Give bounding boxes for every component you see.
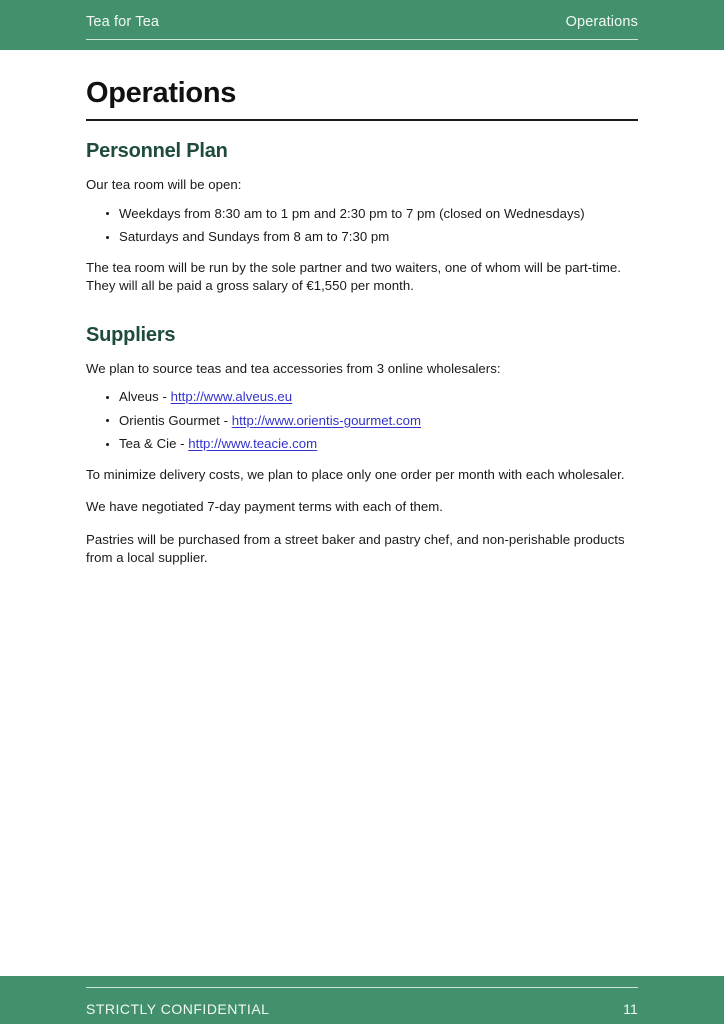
suppliers-paragraph-payment-terms: We have negotiated 7-day payment terms with each of them. — [86, 499, 443, 514]
personnel-plan-paragraph: The tea room will be run by the sole partner and two waiters, one of whom will be part-time. They will all be paid a gross salary of €1,550 per month. — [86, 259, 621, 293]
header-document-title: Tea for Tea — [86, 14, 160, 30]
running-header — [0, 0, 724, 50]
supplier-separator: - — [158, 389, 171, 404]
supplier-name: Tea & Cie — [119, 436, 177, 451]
list-item — [86, 205, 638, 224]
supplier-link-orientis-gourmet[interactable]: http://www.orientis-gourmet.com — [231, 412, 421, 428]
suppliers-list — [86, 388, 638, 454]
running-footer — [0, 976, 724, 1024]
list-item-label: Weekdays from 8:30 am to 1 pm and 2:30 pm to 7 pm (closed on Wednesdays) — [119, 205, 585, 221]
page-content — [86, 50, 638, 568]
supplier-separator: - — [176, 436, 189, 451]
section-heading-suppliers: Suppliers — [86, 323, 176, 346]
supplier-name: Orientis Gourmet — [119, 412, 220, 428]
supplier-name: Alveus — [119, 389, 159, 404]
personnel-plan-intro: Our tea room will be open: — [86, 177, 242, 192]
footer-confidentiality-notice: STRICTLY CONFIDENTIAL — [86, 1001, 270, 1017]
list-item — [86, 228, 638, 247]
list-item — [86, 435, 638, 454]
page-title: Operations — [86, 76, 638, 121]
bullet-icon — [106, 419, 109, 422]
supplier-link-tea-and-cie[interactable]: http://www.teacie.com — [188, 436, 318, 451]
opening-hours-list — [86, 205, 638, 247]
footer-page-number: 11 — [623, 1001, 638, 1017]
bullet-icon — [106, 443, 109, 446]
suppliers-paragraph-delivery-costs: To minimize delivery costs, we plan to place only one order per month with each wholesaler. — [86, 466, 625, 482]
suppliers-paragraph-pastries: Pastries will be purchased from a street baker and pastry chef, and non-perishable products from a local supplier. — [86, 531, 625, 565]
section-heading-personnel-plan: Personnel Plan — [86, 140, 228, 162]
supplier-link-alveus[interactable]: http://www.alveus.eu — [170, 389, 293, 404]
running-header-rule — [86, 13, 638, 40]
bullet-icon — [106, 236, 109, 239]
running-footer-rule — [86, 987, 638, 1018]
bullet-icon — [106, 396, 109, 399]
list-item-label: Saturdays and Sundays from 8 am to 7:30 pm — [119, 229, 390, 244]
list-item — [86, 412, 638, 431]
supplier-separator: - — [219, 412, 232, 428]
bullet-icon — [106, 212, 109, 215]
header-chapter-title: Operations — [565, 14, 638, 30]
list-item — [86, 388, 638, 407]
suppliers-intro: We plan to source teas and tea accessories from 3 online wholesalers: — [86, 360, 501, 376]
